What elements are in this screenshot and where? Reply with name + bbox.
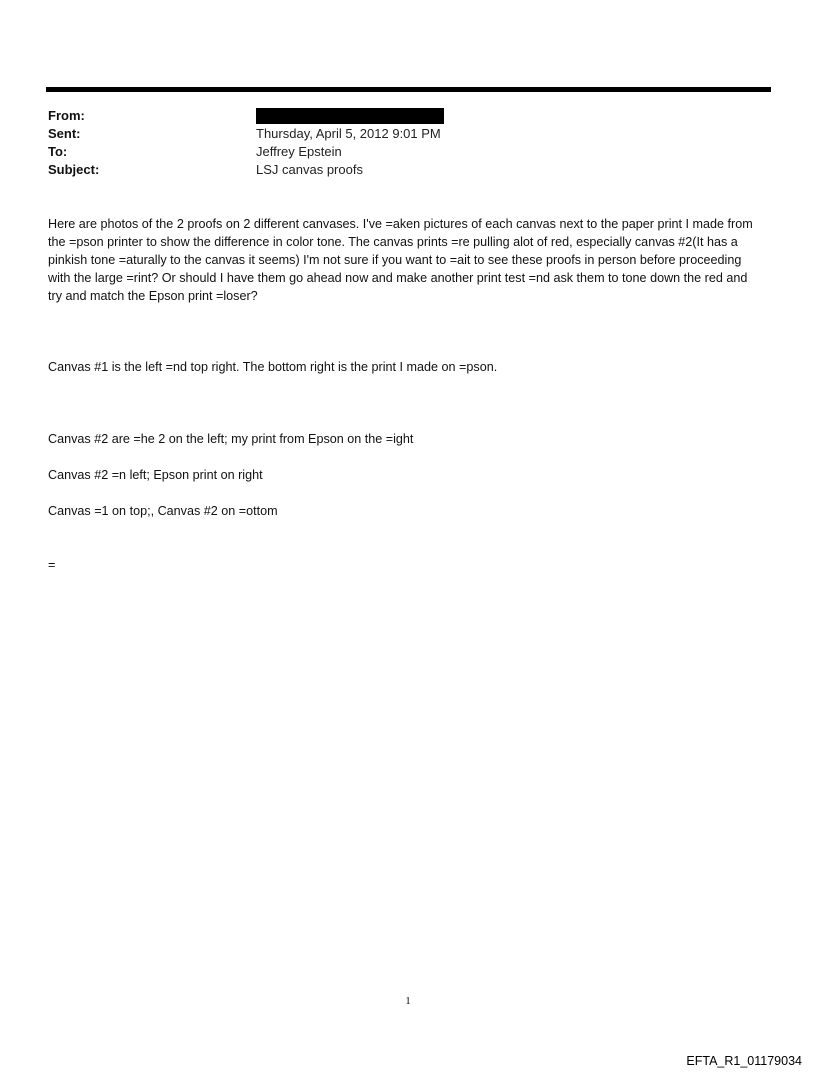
body-paragraph-1: Here are photos of the 2 proofs on 2 different canvases. I've =aken pictures of each canvas next to the paper print I made from the =pson printer to show the difference in color tone. The canvas prints =re pulling alot of red, especially canvas #2(It has a pinkish tone =aturally to the canvas it seems) I'm not sure if you want to =ait to see these proofs in person before proceeding with the large =rint? Or should I have them go ahead now and make another print test =nd ask them to tone down the red and try and match the Epson print =loser?	[48, 217, 753, 303]
to-value: Jeffrey Epstein	[256, 144, 342, 159]
from-row	[48, 107, 748, 125]
body-paragraph-6: =	[48, 558, 56, 572]
page-number: 1	[405, 995, 411, 1007]
sent-value: Thursday, April 5, 2012 9:01 PM	[256, 126, 441, 141]
to-label: To:	[48, 144, 68, 159]
sent-row	[48, 125, 748, 143]
from-label: From:	[48, 108, 85, 123]
body-paragraph-5: Canvas =1 on top;, Canvas #2 on =ottom	[48, 504, 278, 518]
redaction-block	[256, 108, 444, 124]
to-row	[48, 143, 748, 161]
body-paragraph-2: Canvas #1 is the left =nd top right. The bottom right is the print I made on =pson.	[48, 360, 498, 374]
subject-label: Subject:	[48, 162, 100, 177]
body-paragraph-4: Canvas #2 =n left; Epson print on right	[48, 468, 263, 482]
subject-value: LSJ canvas proofs	[256, 162, 363, 177]
subject-row	[48, 161, 748, 179]
body-paragraph-3: Canvas #2 are =he 2 on the left; my print from Epson on the =ight	[48, 432, 414, 446]
sent-label: Sent:	[48, 126, 81, 141]
header-divider	[46, 87, 771, 92]
document-id: EFTA_R1_01179034	[686, 1054, 802, 1068]
